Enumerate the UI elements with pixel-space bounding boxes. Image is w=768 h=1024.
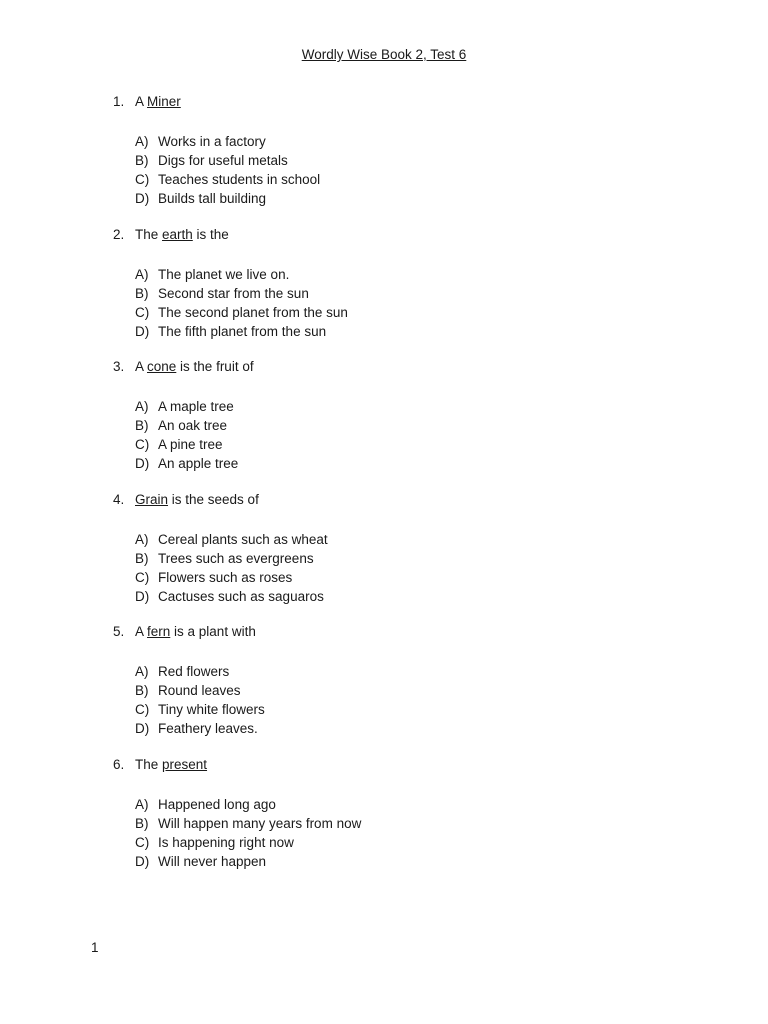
- option-text: A maple tree: [158, 399, 234, 414]
- answer-option: [135, 189, 320, 208]
- option-letter: B): [135, 153, 149, 168]
- question-6: [0, 757, 768, 890]
- vocabulary-term: Grain: [135, 491, 169, 507]
- option-text: Teaches students in school: [158, 172, 321, 187]
- answer-options: [135, 265, 348, 341]
- page-number: 1: [91, 940, 99, 955]
- answer-option: [135, 568, 328, 587]
- question-number: 4.: [113, 491, 125, 507]
- option-text: Red flowers: [158, 664, 230, 679]
- answer-option: [135, 151, 320, 170]
- stem-suffix: is the seeds of: [168, 491, 259, 507]
- answer-option: [135, 265, 348, 284]
- answer-option: [135, 397, 238, 416]
- option-text: The fifth planet from the sun: [158, 323, 327, 339]
- question-number: 1.: [113, 94, 125, 109]
- option-text: Builds tall building: [158, 191, 267, 206]
- option-text: Will never happen: [158, 853, 267, 869]
- option-letter: B): [135, 285, 149, 301]
- answer-option: [135, 795, 361, 814]
- option-letter: D): [135, 323, 150, 339]
- option-text: Is happening right now: [158, 834, 294, 850]
- option-letter: C): [135, 569, 150, 585]
- option-text: Second star from the sun: [158, 285, 309, 301]
- stem-suffix: is the: [192, 226, 229, 242]
- answer-option: [135, 322, 348, 341]
- answer-options: [135, 795, 361, 871]
- question-number: 6.: [113, 756, 125, 772]
- option-text: Feathery leaves.: [158, 721, 258, 736]
- answer-option: [135, 303, 348, 322]
- option-text: An oak tree: [158, 418, 228, 433]
- option-text: Happened long ago: [158, 796, 276, 812]
- question-stem: [113, 359, 254, 374]
- vocabulary-term: present: [162, 756, 208, 772]
- answer-option: [135, 416, 238, 435]
- stem-suffix: is a plant with: [170, 624, 256, 639]
- option-letter: A): [135, 399, 149, 414]
- stem-prefix: The: [135, 226, 163, 242]
- question-number: 3.: [113, 359, 125, 374]
- answer-option: [135, 833, 361, 852]
- answer-option: [135, 530, 328, 549]
- question-number: 2.: [113, 226, 125, 242]
- answer-option: [135, 435, 238, 454]
- option-text: Digs for useful metals: [158, 153, 288, 168]
- option-letter: D): [135, 456, 150, 471]
- answer-option: [135, 700, 265, 719]
- stem-prefix: A: [135, 94, 148, 109]
- question-4: [0, 492, 768, 625]
- vocabulary-term: Miner: [147, 94, 181, 109]
- question-3: [0, 359, 768, 492]
- option-letter: A): [135, 664, 149, 679]
- stem-prefix: The: [135, 756, 163, 772]
- option-letter: D): [135, 853, 150, 869]
- option-letter: D): [135, 588, 150, 604]
- option-letter: B): [135, 815, 149, 831]
- answer-option: [135, 454, 238, 473]
- question-stem: [113, 227, 229, 242]
- question-number: 5.: [113, 624, 125, 639]
- answer-options: [135, 132, 320, 208]
- vocabulary-term: cone: [147, 359, 177, 374]
- answer-option: [135, 681, 265, 700]
- option-letter: D): [135, 191, 150, 206]
- vocabulary-term: fern: [147, 624, 171, 639]
- option-text: The planet we live on.: [158, 266, 290, 282]
- vocabulary-term: earth: [162, 226, 193, 242]
- stem-suffix: is the fruit of: [176, 359, 254, 374]
- answer-option: [135, 852, 361, 871]
- option-text: Works in a factory: [158, 134, 266, 149]
- option-letter: C): [135, 172, 150, 187]
- question-stem: [113, 492, 259, 507]
- option-text: Tiny white flowers: [158, 702, 265, 717]
- option-text: Cereal plants such as wheat: [158, 531, 328, 547]
- document-title: Wordly Wise Book 2, Test 6: [301, 47, 467, 62]
- answer-option: [135, 284, 348, 303]
- answer-option: [135, 170, 320, 189]
- option-letter: D): [135, 721, 150, 736]
- option-text: Flowers such as roses: [158, 569, 293, 585]
- question-stem: [113, 624, 256, 639]
- question-1: [0, 94, 768, 227]
- answer-options: [135, 397, 238, 473]
- option-text: A pine tree: [158, 437, 223, 452]
- option-letter: A): [135, 531, 149, 547]
- option-letter: C): [135, 834, 150, 850]
- answer-option: [135, 662, 265, 681]
- option-letter: B): [135, 550, 149, 566]
- option-text: Cactuses such as saguaros: [158, 588, 324, 604]
- question-stem: [113, 94, 181, 109]
- option-letter: C): [135, 304, 150, 320]
- option-letter: A): [135, 134, 149, 149]
- option-text: Round leaves: [158, 683, 241, 698]
- answer-options: [135, 662, 265, 738]
- answer-options: [135, 530, 328, 606]
- option-letter: B): [135, 683, 149, 698]
- answer-option: [135, 814, 361, 833]
- option-letter: A): [135, 796, 149, 812]
- stem-prefix: A: [135, 624, 148, 639]
- stem-prefix: A: [135, 359, 148, 374]
- option-letter: A): [135, 266, 149, 282]
- option-letter: C): [135, 437, 150, 452]
- question-list: [0, 94, 768, 889]
- option-letter: C): [135, 702, 150, 717]
- option-text: The second planet from the sun: [158, 304, 348, 320]
- question-stem: [113, 757, 207, 772]
- question-5: [0, 624, 768, 757]
- option-text: Trees such as evergreens: [158, 550, 314, 566]
- option-letter: B): [135, 418, 149, 433]
- question-2: [0, 227, 768, 360]
- option-text: Will happen many years from now: [158, 815, 362, 831]
- answer-option: [135, 549, 328, 568]
- answer-option: [135, 587, 328, 606]
- answer-option: [135, 719, 265, 738]
- option-text: An apple tree: [158, 456, 239, 471]
- answer-option: [135, 132, 320, 151]
